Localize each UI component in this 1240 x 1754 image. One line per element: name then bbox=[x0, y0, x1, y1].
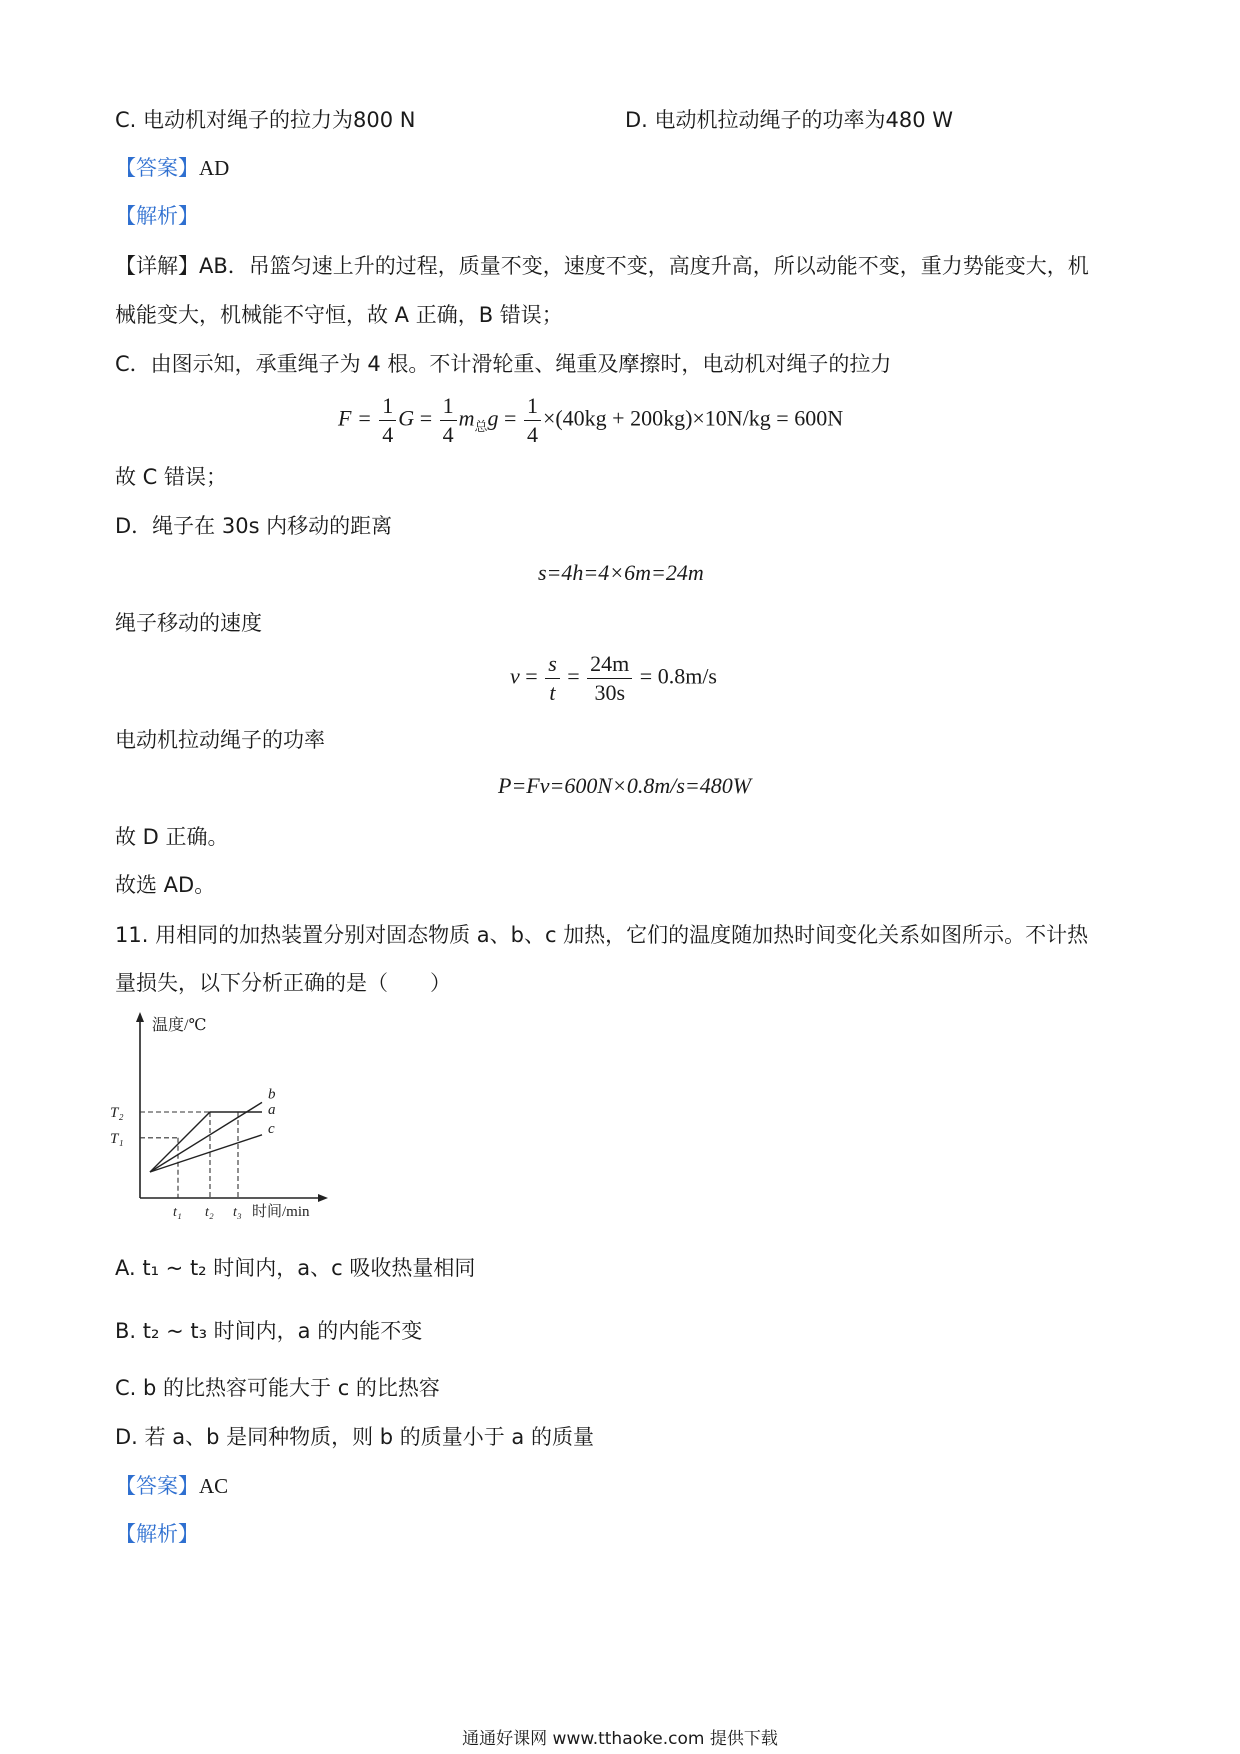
fraction-quarter-2: $\frac{1}{4}$ bbox=[440, 392, 457, 449]
series-line-b bbox=[150, 1102, 262, 1172]
q10-rope-speed: 绳子移动的速度 bbox=[115, 611, 262, 635]
y-tick-label-2: T₂ bbox=[110, 1105, 124, 1121]
v-symbol: v bbox=[510, 663, 520, 689]
temperature-time-chart bbox=[110, 1010, 360, 1220]
q10-answer bbox=[115, 153, 229, 183]
q10-speed-formula: v = $\frac{s}{t}$ = $\frac{24m}{30s}$ = 0.8m/s bbox=[510, 651, 717, 705]
q10-power-label: 电动机拉动绳子的功率 bbox=[115, 728, 325, 752]
y-axis-arrow bbox=[136, 1012, 144, 1022]
detail-label: 【详解】 bbox=[115, 254, 199, 278]
q10-c-formula: F = $\frac{1}{4}$ G = $\frac{1}{4}$ $m_总g$ = $\frac{1}{4}$ ×(40kg + 200kg)×10N/kg = 600N bbox=[338, 393, 844, 447]
q11-option-a: A. t₁ ~ t₂ 时间内，a、c 吸收热量相同 bbox=[115, 1256, 476, 1280]
mass-subscript: 总 bbox=[474, 419, 488, 435]
q11-analysis-label: 【解析】 bbox=[115, 1522, 199, 1546]
answer-value: AC bbox=[199, 1474, 229, 1498]
x-axis-arrow bbox=[318, 1194, 328, 1202]
fraction-quarter-3: $\frac{1}{4}$ bbox=[524, 392, 541, 449]
series-label-a: a bbox=[268, 1102, 276, 1118]
page-footer: 通通好课网 www.tthaoke.com 提供下载 bbox=[462, 1729, 778, 1749]
x-axis-label: 时间/min bbox=[252, 1204, 310, 1220]
series-line-a bbox=[150, 1112, 262, 1172]
q11-option-b: B. t₂ ~ t₃ 时间内，a 的内能不变 bbox=[115, 1319, 423, 1343]
y-tick-label-1: T₁ bbox=[110, 1130, 124, 1147]
gravity-symbol: g bbox=[487, 405, 499, 431]
q10-c-conclusion: 故 C 错误； bbox=[115, 465, 228, 489]
mass-symbol: m bbox=[458, 405, 475, 431]
q10-c-intro: C．由图示知，承重绳子为 4 根。不计滑轮重、绳重及摩擦时，电动机对绳子的拉力 bbox=[115, 352, 892, 376]
series-label-b: b bbox=[268, 1086, 276, 1103]
q10-detail-line1 bbox=[115, 251, 1089, 281]
fraction-s-over-t: $\frac{s}{t}$ bbox=[545, 650, 560, 707]
q10-final: 故选 AD。 bbox=[115, 873, 216, 897]
q10-analysis-label: 【解析】 bbox=[115, 204, 199, 228]
q10-option-c: C. 电动机对绳子的拉力为800 N bbox=[115, 108, 416, 132]
detail-text: AB．吊篮匀速上升的过程，质量不变，速度不变，高度升高，所以动能不变，重力势能变大，机 bbox=[199, 254, 1089, 278]
q11-answer bbox=[115, 1471, 228, 1501]
fraction-quarter-1: $\frac{1}{4}$ bbox=[379, 392, 396, 449]
q10-power-formula: P=Fv=600N×0.8m/s=480W bbox=[498, 773, 752, 798]
answer-value: AD bbox=[199, 156, 230, 180]
x-tick-label-3: t₃ bbox=[233, 1205, 242, 1220]
q11-option-d: D. 若 a、b 是同种物质，则 b 的质量小于 a 的质量 bbox=[115, 1425, 594, 1449]
answer-label: 【答案】 bbox=[115, 1474, 199, 1498]
q11-option-c: C. b 的比热容可能大于 c 的比热容 bbox=[115, 1376, 440, 1400]
q10-detail-line2: 械能变大，机械能不守恒，故 A 正确，B 错误； bbox=[115, 303, 563, 327]
q10-d-conclusion: 故 D 正确。 bbox=[115, 825, 229, 849]
fraction-24m-over-30s: $\frac{24m}{30s}$ bbox=[587, 650, 632, 707]
weight-symbol: G bbox=[398, 405, 415, 431]
y-axis-label: 温度/℃ bbox=[152, 1017, 207, 1034]
series-line-c bbox=[150, 1135, 262, 1172]
q10-option-d: D. 电动机拉动绳子的功率为480 W bbox=[625, 108, 954, 132]
q11-stem-line2: 量损失，以下分析正确的是（ ） bbox=[115, 971, 451, 995]
formula-tail: ×(40kg + 200kg)×10N/kg = 600N bbox=[542, 405, 844, 431]
x-tick-label-2: t₂ bbox=[205, 1205, 214, 1220]
answer-label: 【答案】 bbox=[115, 156, 199, 180]
q11-stem-line1: 11. 用相同的加热装置分别对固态物质 a、b、c 加热，它们的温度随加热时间变化关系如图所示。不计热 bbox=[115, 923, 1089, 947]
f-eq: F = bbox=[338, 405, 372, 431]
series-label-c: c bbox=[268, 1120, 275, 1137]
speed-result: = 0.8m/s bbox=[639, 663, 717, 689]
q10-d-intro: D．绳子在 30s 内移动的距离 bbox=[115, 514, 393, 538]
x-tick-label-1: t₁ bbox=[173, 1205, 182, 1220]
q10-distance-formula: s=4h=4×6m=24m bbox=[538, 560, 704, 585]
